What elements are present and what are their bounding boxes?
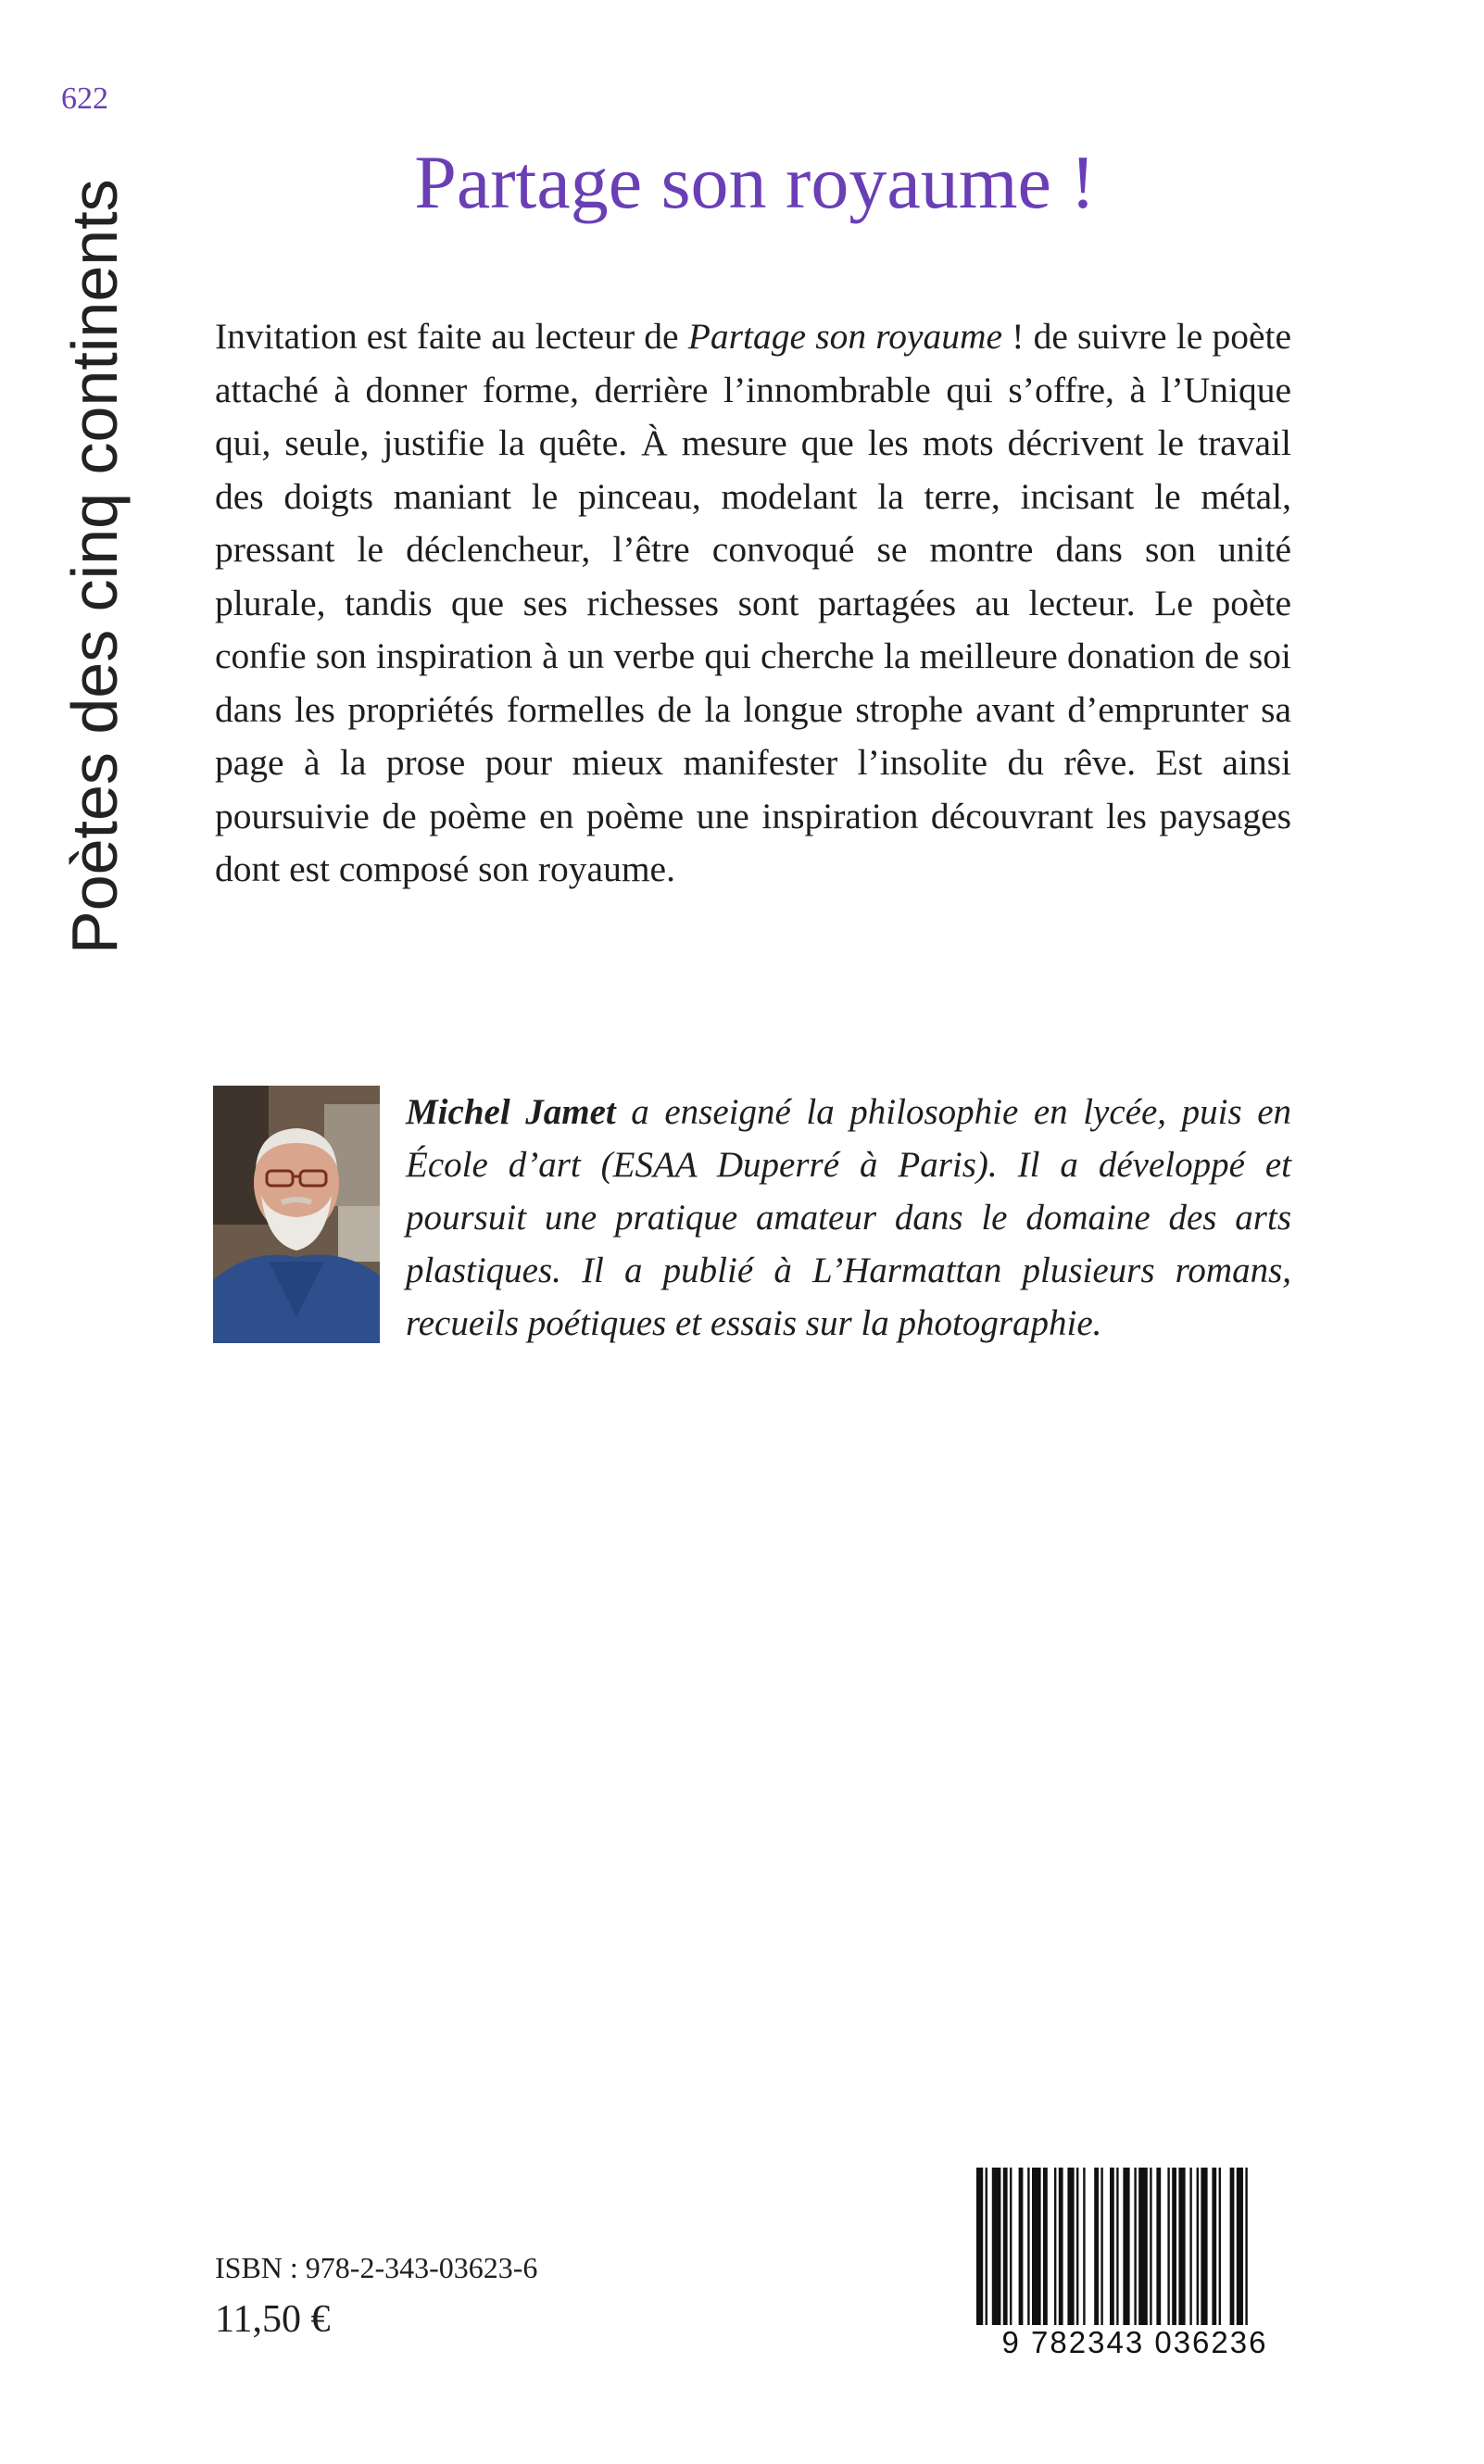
book-description <box>215 310 1291 897</box>
series-number: 622 <box>61 82 108 116</box>
author-portrait-image <box>213 1086 380 1343</box>
author-photo <box>213 1086 380 1343</box>
barcode <box>973 2168 1297 2362</box>
author-block <box>213 1086 1291 1350</box>
description-intro: Invitation est faite au lecteur de <box>215 316 688 357</box>
author-bio-text: a enseigné la philosophie en lycée, puis en École d’art (ESAA Duperré à Paris). Il a développé et poursuit une pratique amateur dans le domaine des arts plastiques. Il a publié à L’Harmattan plusieurs romans, recueils poétiques et essais sur la photographie. <box>406 1092 1292 1343</box>
author-name: Michel Jamet <box>406 1092 616 1132</box>
barcode-digits: 9 782343 036236 <box>973 2325 1297 2360</box>
price: 11,50 € <box>215 2298 331 2341</box>
series-name: Poètes des cinq continents <box>58 179 131 954</box>
isbn: ISBN : 978-2-343-03623-6 <box>215 2251 538 2284</box>
barcode-bars <box>973 2168 1297 2330</box>
book-title: Partage son royaume ! <box>414 140 1096 224</box>
description-rest: ! de suivre le poète attaché à donner forme, derrière l’innombrable qui s’offre, à l’Unique qui, seule, justifie la quête. À mesure que les mots décrivent le travail des doigts maniant le pinceau, modelant la terre, incisant le métal, pressant le déclencheur, l’être convoqué se montre dans son unité plurale, tandis que ses richesses sont partagées au lecteur. Le poète confie son inspiration à un verbe qui cherche la meilleure donation de soi dans les propriétés formelles de la longue strophe avant d’emprunter sa page à la prose pour mieux manifester l’insolite du rêve. Est ainsi poursuivie de poème en poème une inspiration découvrant les paysages dont est composé son royaume. <box>215 316 1292 889</box>
description-title-italic: Partage son royaume <box>687 316 1003 357</box>
